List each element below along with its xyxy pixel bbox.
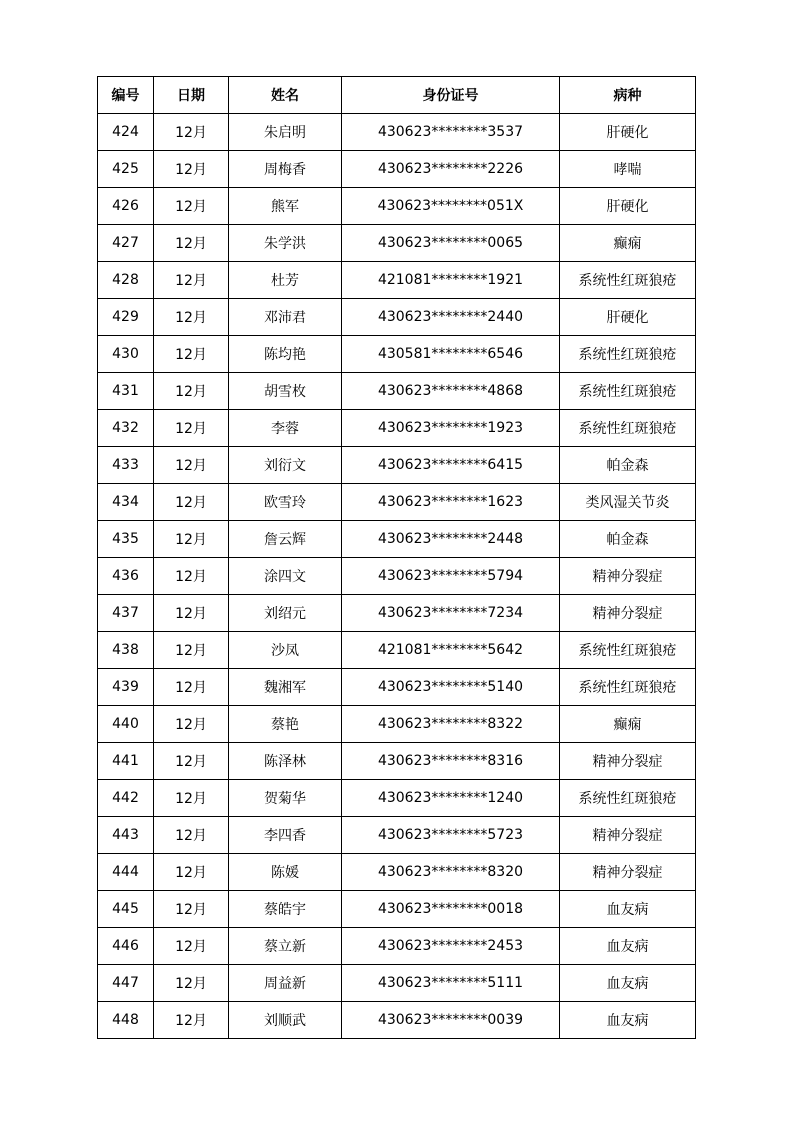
cell-name: 李四香 bbox=[229, 817, 342, 854]
cell-number: 428 bbox=[98, 262, 154, 299]
cell-number: 440 bbox=[98, 706, 154, 743]
cell-date: 12月 bbox=[154, 706, 229, 743]
patient-roster-table bbox=[97, 76, 696, 1039]
cell-number: 434 bbox=[98, 484, 154, 521]
cell-id-number: 430623********5140 bbox=[342, 669, 560, 706]
header-name: 姓名 bbox=[229, 77, 342, 114]
cell-date: 12月 bbox=[154, 114, 229, 151]
cell-id-number: 430623********7234 bbox=[342, 595, 560, 632]
cell-name: 陈均艳 bbox=[229, 336, 342, 373]
cell-disease: 血友病 bbox=[560, 891, 696, 928]
cell-number: 436 bbox=[98, 558, 154, 595]
header-date: 日期 bbox=[154, 77, 229, 114]
table-row bbox=[98, 817, 696, 854]
table-row bbox=[98, 114, 696, 151]
cell-id-number: 430623********2226 bbox=[342, 151, 560, 188]
table-row bbox=[98, 743, 696, 780]
cell-disease: 系统性红斑狼疮 bbox=[560, 336, 696, 373]
cell-disease: 精神分裂症 bbox=[560, 743, 696, 780]
cell-id-number: 430623********1923 bbox=[342, 410, 560, 447]
table-row bbox=[98, 965, 696, 1002]
table-row bbox=[98, 558, 696, 595]
cell-number: 446 bbox=[98, 928, 154, 965]
cell-date: 12月 bbox=[154, 410, 229, 447]
cell-date: 12月 bbox=[154, 891, 229, 928]
cell-name: 陈媛 bbox=[229, 854, 342, 891]
cell-disease: 血友病 bbox=[560, 965, 696, 1002]
cell-disease: 肝硬化 bbox=[560, 114, 696, 151]
cell-date: 12月 bbox=[154, 928, 229, 965]
table-row bbox=[98, 373, 696, 410]
table-row bbox=[98, 669, 696, 706]
cell-number: 445 bbox=[98, 891, 154, 928]
cell-name: 涂四文 bbox=[229, 558, 342, 595]
cell-name: 邓沛君 bbox=[229, 299, 342, 336]
cell-date: 12月 bbox=[154, 558, 229, 595]
table-row bbox=[98, 632, 696, 669]
cell-disease: 哮喘 bbox=[560, 151, 696, 188]
table-row bbox=[98, 299, 696, 336]
cell-name: 沙凤 bbox=[229, 632, 342, 669]
cell-disease: 精神分裂症 bbox=[560, 854, 696, 891]
cell-date: 12月 bbox=[154, 817, 229, 854]
cell-number: 425 bbox=[98, 151, 154, 188]
table-body bbox=[98, 114, 696, 1039]
cell-name: 刘绍元 bbox=[229, 595, 342, 632]
cell-name: 詹云辉 bbox=[229, 521, 342, 558]
cell-date: 12月 bbox=[154, 484, 229, 521]
cell-name: 刘顺武 bbox=[229, 1002, 342, 1039]
cell-number: 444 bbox=[98, 854, 154, 891]
table-row bbox=[98, 891, 696, 928]
cell-id-number: 430623********6415 bbox=[342, 447, 560, 484]
table-row bbox=[98, 706, 696, 743]
cell-name: 朱学洪 bbox=[229, 225, 342, 262]
cell-name: 胡雪枚 bbox=[229, 373, 342, 410]
cell-number: 438 bbox=[98, 632, 154, 669]
cell-id-number: 430623********2448 bbox=[342, 521, 560, 558]
cell-name: 陈泽林 bbox=[229, 743, 342, 780]
table-row bbox=[98, 410, 696, 447]
cell-date: 12月 bbox=[154, 632, 229, 669]
cell-id-number: 421081********5642 bbox=[342, 632, 560, 669]
table-row bbox=[98, 262, 696, 299]
cell-disease: 精神分裂症 bbox=[560, 595, 696, 632]
cell-disease: 系统性红斑狼疮 bbox=[560, 410, 696, 447]
cell-id-number: 430623********4868 bbox=[342, 373, 560, 410]
table-row bbox=[98, 595, 696, 632]
header-row bbox=[98, 77, 696, 114]
cell-disease: 肝硬化 bbox=[560, 299, 696, 336]
cell-disease: 血友病 bbox=[560, 1002, 696, 1039]
cell-date: 12月 bbox=[154, 669, 229, 706]
cell-id-number: 430623********2453 bbox=[342, 928, 560, 965]
table-row bbox=[98, 780, 696, 817]
cell-number: 430 bbox=[98, 336, 154, 373]
cell-disease: 系统性红斑狼疮 bbox=[560, 373, 696, 410]
cell-date: 12月 bbox=[154, 225, 229, 262]
cell-name: 欧雪玲 bbox=[229, 484, 342, 521]
cell-name: 蔡立新 bbox=[229, 928, 342, 965]
cell-id-number: 430623********0018 bbox=[342, 891, 560, 928]
cell-date: 12月 bbox=[154, 521, 229, 558]
table-row bbox=[98, 225, 696, 262]
header-disease: 病种 bbox=[560, 77, 696, 114]
cell-number: 424 bbox=[98, 114, 154, 151]
cell-date: 12月 bbox=[154, 373, 229, 410]
cell-disease: 精神分裂症 bbox=[560, 558, 696, 595]
cell-disease: 系统性红斑狼疮 bbox=[560, 262, 696, 299]
cell-number: 442 bbox=[98, 780, 154, 817]
cell-date: 12月 bbox=[154, 262, 229, 299]
table-header bbox=[98, 77, 696, 114]
cell-id-number: 430623********3537 bbox=[342, 114, 560, 151]
cell-name: 蔡皓宇 bbox=[229, 891, 342, 928]
cell-date: 12月 bbox=[154, 743, 229, 780]
cell-id-number: 430623********1240 bbox=[342, 780, 560, 817]
cell-number: 429 bbox=[98, 299, 154, 336]
table-row bbox=[98, 854, 696, 891]
cell-disease: 帕金森 bbox=[560, 447, 696, 484]
cell-number: 448 bbox=[98, 1002, 154, 1039]
cell-disease: 类风湿关节炎 bbox=[560, 484, 696, 521]
header-id-number: 身份证号 bbox=[342, 77, 560, 114]
cell-id-number: 430623********5794 bbox=[342, 558, 560, 595]
table-row bbox=[98, 928, 696, 965]
cell-name: 周益新 bbox=[229, 965, 342, 1002]
cell-date: 12月 bbox=[154, 336, 229, 373]
cell-date: 12月 bbox=[154, 188, 229, 225]
cell-number: 432 bbox=[98, 410, 154, 447]
cell-id-number: 430623********0065 bbox=[342, 225, 560, 262]
cell-number: 426 bbox=[98, 188, 154, 225]
cell-number: 447 bbox=[98, 965, 154, 1002]
cell-name: 李蓉 bbox=[229, 410, 342, 447]
cell-date: 12月 bbox=[154, 447, 229, 484]
table-row bbox=[98, 521, 696, 558]
cell-disease: 肝硬化 bbox=[560, 188, 696, 225]
cell-number: 443 bbox=[98, 817, 154, 854]
cell-disease: 癫痫 bbox=[560, 706, 696, 743]
cell-id-number: 430623********8320 bbox=[342, 854, 560, 891]
cell-disease: 帕金森 bbox=[560, 521, 696, 558]
cell-name: 魏湘军 bbox=[229, 669, 342, 706]
cell-id-number: 430623********5723 bbox=[342, 817, 560, 854]
cell-id-number: 430623********1623 bbox=[342, 484, 560, 521]
cell-name: 杜芳 bbox=[229, 262, 342, 299]
cell-date: 12月 bbox=[154, 299, 229, 336]
table-row bbox=[98, 484, 696, 521]
table-row bbox=[98, 1002, 696, 1039]
cell-date: 12月 bbox=[154, 151, 229, 188]
cell-id-number: 430623********051X bbox=[342, 188, 560, 225]
cell-number: 437 bbox=[98, 595, 154, 632]
cell-name: 熊军 bbox=[229, 188, 342, 225]
cell-date: 12月 bbox=[154, 780, 229, 817]
cell-number: 431 bbox=[98, 373, 154, 410]
cell-id-number: 430623********2440 bbox=[342, 299, 560, 336]
cell-disease: 系统性红斑狼疮 bbox=[560, 669, 696, 706]
cell-date: 12月 bbox=[154, 1002, 229, 1039]
cell-id-number: 421081********1921 bbox=[342, 262, 560, 299]
cell-date: 12月 bbox=[154, 965, 229, 1002]
cell-number: 441 bbox=[98, 743, 154, 780]
header-number: 编号 bbox=[98, 77, 154, 114]
cell-name: 周梅香 bbox=[229, 151, 342, 188]
cell-id-number: 430623********8322 bbox=[342, 706, 560, 743]
cell-name: 朱启明 bbox=[229, 114, 342, 151]
cell-id-number: 430623********5111 bbox=[342, 965, 560, 1002]
cell-name: 蔡艳 bbox=[229, 706, 342, 743]
table-row bbox=[98, 447, 696, 484]
cell-date: 12月 bbox=[154, 595, 229, 632]
cell-number: 439 bbox=[98, 669, 154, 706]
cell-number: 435 bbox=[98, 521, 154, 558]
cell-number: 433 bbox=[98, 447, 154, 484]
table-row bbox=[98, 336, 696, 373]
cell-disease: 癫痫 bbox=[560, 225, 696, 262]
cell-name: 贺菊华 bbox=[229, 780, 342, 817]
cell-date: 12月 bbox=[154, 854, 229, 891]
cell-disease: 精神分裂症 bbox=[560, 817, 696, 854]
cell-disease: 血友病 bbox=[560, 928, 696, 965]
cell-disease: 系统性红斑狼疮 bbox=[560, 780, 696, 817]
cell-id-number: 430623********8316 bbox=[342, 743, 560, 780]
cell-number: 427 bbox=[98, 225, 154, 262]
cell-id-number: 430581********6546 bbox=[342, 336, 560, 373]
cell-name: 刘衍文 bbox=[229, 447, 342, 484]
table-row bbox=[98, 188, 696, 225]
cell-disease: 系统性红斑狼疮 bbox=[560, 632, 696, 669]
cell-id-number: 430623********0039 bbox=[342, 1002, 560, 1039]
table-row bbox=[98, 151, 696, 188]
